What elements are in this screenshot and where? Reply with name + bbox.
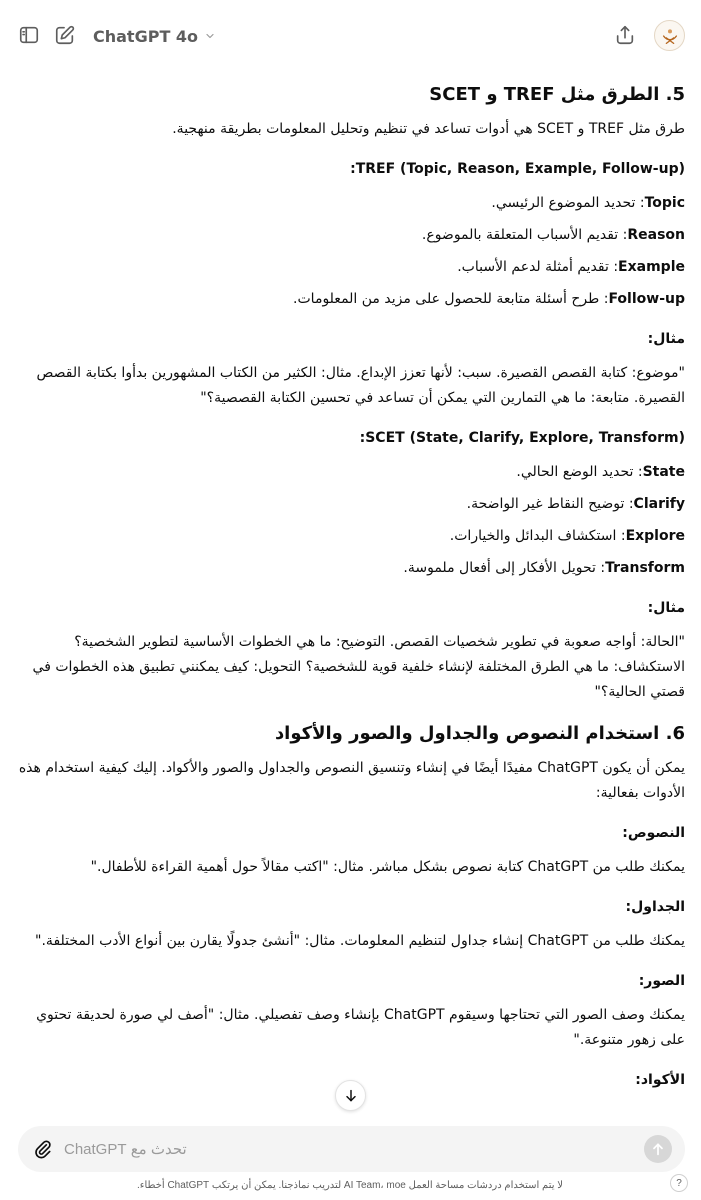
definition-text: : استكشاف البدائل والخيارات. [449, 528, 626, 544]
definition-term: Reason [627, 227, 685, 243]
scet-item-state [18, 460, 685, 485]
top-bar [0, 0, 701, 70]
tref-item-follow-up [18, 287, 685, 312]
chevron-down-icon [204, 30, 216, 42]
assistant-message [18, 76, 685, 1116]
section-6-intro: يمكن أن يكون ChatGPT مفيدًا أيضًا في إنشاء وتنسيق النصوص والجداول والصور والأكواد. إليك كيفية استخدام هذه الأدوات بفعالية: [18, 760, 685, 801]
scet-item-explore [18, 524, 685, 549]
scet-heading: SCET (State, Clarify, Explore, Transform): [359, 430, 685, 446]
texts-label: النصوص: [622, 825, 685, 841]
scet-item-transform [18, 556, 685, 581]
disclaimer-note: لا يتم استخدام دردشات مساحة العمل AI Team، moe لتدريب نماذجنا. يمكن أن يرتكب ChatGPT أخطاء. [136, 1180, 563, 1191]
tables-label: الجداول: [625, 899, 685, 915]
user-avatar[interactable] [654, 20, 685, 51]
definition-text: : توضيح النقاط غير الواضحة. [466, 496, 634, 512]
definition-text: : طرح أسئلة متابعة للحصول على مزيد من المعلومات. [293, 291, 609, 307]
scroll-down-button[interactable] [335, 1080, 366, 1111]
section-6-heading: 6. استخدام النصوص والجداول والصور والأكواد [274, 723, 685, 744]
tref-item-topic [18, 191, 685, 216]
tref-example-text: "موضوع: كتابة القصص القصيرة. سبب: لأنها تعزز الإبداع. مثال: الكثير من الكتاب المشهورين بدأوا بكتابة القصص القصيرة. متابعة: ما هي التمارين التي يمكن أن تساعد في تحسين الكتابة القصصية؟" [36, 365, 685, 406]
section-5-intro: طرق مثل TREF و SCET هي أدوات تساعد في تنظيم وتحليل المعلومات بطريقة منهجية. [172, 121, 685, 137]
sidebar-toggle-icon[interactable] [16, 22, 42, 48]
scet-item-clarify [18, 492, 685, 517]
tref-heading: TREF (Topic, Reason, Example, Follow-up): [350, 161, 685, 177]
section-5-heading: 5. الطرق مثل TREF و SCET [429, 84, 685, 105]
tref-example-label: مثال: [647, 331, 685, 347]
paperclip-icon[interactable] [31, 1137, 55, 1161]
scet-example-text: "الحالة: أواجه صعوبة في تطوير شخصيات القصص. التوضيح: ما هي الخطوات الأساسية لتطوير الشخصية؟ الاستكشاف: ما هي الطرق المختلفة لإنشاء خلفية قوية للشخصية؟ التحويل: كيف يمكنني تطبيق هذه الخطوات في قصتي الحالية؟" [32, 634, 685, 700]
send-arrow-icon [650, 1141, 666, 1157]
model-selector[interactable] [93, 23, 216, 49]
definition-term: Transform [605, 560, 685, 576]
definition-term: Topic [644, 195, 685, 211]
definition-term: Clarify [633, 496, 685, 512]
share-icon[interactable] [612, 22, 638, 48]
tref-item-reason [18, 223, 685, 248]
send-button[interactable] [644, 1135, 672, 1163]
images-body: يمكنك وصف الصور التي تحتاجها وسيقوم ChatGPT بإنشاء وصف تفصيلي. مثال: "أصف لي صورة لحديقة تحتوي على زهور متنوعة." [36, 1007, 685, 1048]
images-label: الصور: [638, 973, 685, 989]
help-button[interactable]: ? [670, 1174, 688, 1192]
scet-example-label: مثال: [647, 600, 685, 616]
model-name: ChatGPT 4o [93, 26, 199, 46]
texts-body: يمكنك طلب من ChatGPT كتابة نصوص بشكل مباشر. مثال: "اكتب مقالاً حول أهمية القراءة للأطفال." [90, 859, 685, 875]
definition-text: : تحديد الموضوع الرئيسي. [491, 195, 645, 211]
codes-label: الأكواد: [635, 1072, 685, 1088]
scet-list [18, 460, 685, 581]
definition-term: Example [618, 259, 685, 275]
tref-list [18, 191, 685, 312]
definition-text: : تحويل الأفكار إلى أفعال ملموسة. [403, 560, 606, 576]
definition-text: : تقديم الأسباب المتعلقة بالموضوع. [421, 227, 628, 243]
definition-term: Follow-up [608, 291, 685, 307]
definition-term: Explore [625, 528, 685, 544]
definition-term: State [642, 464, 685, 480]
tref-item-example [18, 255, 685, 280]
message-input[interactable] [64, 1134, 234, 1164]
message-composer [18, 1126, 685, 1172]
definition-text: : تقديم أمثلة لدعم الأسباب. [457, 259, 619, 275]
arrow-down-icon [343, 1088, 359, 1104]
definition-text: : تحديد الوضع الحالي. [516, 464, 643, 480]
new-chat-icon[interactable] [52, 22, 78, 48]
tables-body: يمكنك طلب من ChatGPT إنشاء جداول لتنظيم المعلومات. مثال: "أنشئ جدولًا يقارن بين أنواع الأدب المختلفة." [35, 933, 685, 949]
